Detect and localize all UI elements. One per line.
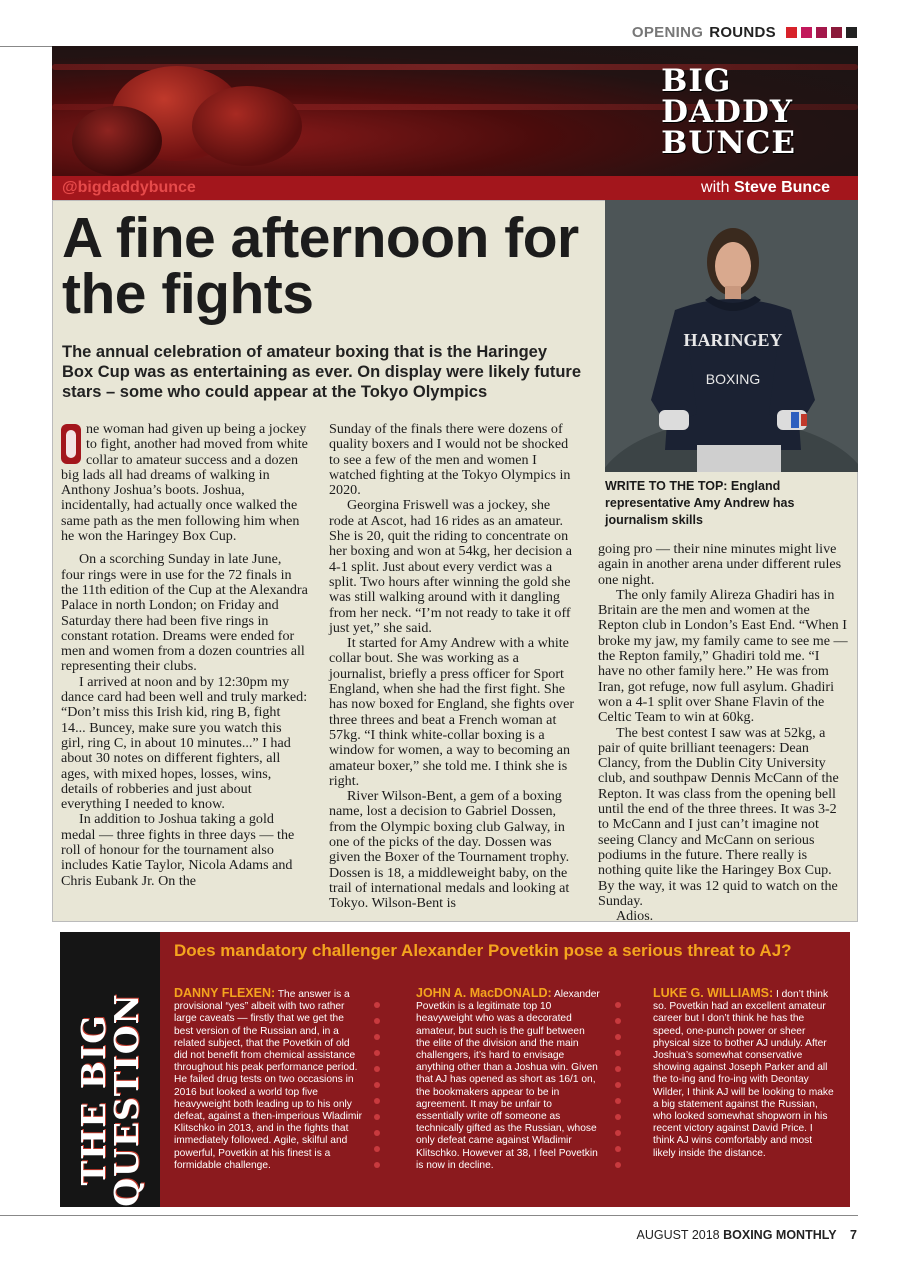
section-color-squares xyxy=(786,27,857,38)
article-column-1 xyxy=(61,422,308,889)
article-paragraph: Sunday of the finals there were dozens of quality boxers and I would not be shocked to see a few of the men and women I watched fighting at the Tokyo Olympics in 2020. xyxy=(329,421,571,499)
big-question-label xyxy=(74,993,146,1207)
twitter-handle: @bigdaddybunce xyxy=(62,179,196,196)
issue-date: AUGUST 2018 xyxy=(636,1228,720,1242)
article-paragraph: On a scorching Sunday in late June, four rings were in use for the 72 finals in the 11th edition of the Cup at the Alexandra Palace in north London; on Friday and Saturday there had been five rings in constant rotation. Dreams were ended for men and women from a dozen countries all representing their clubs. xyxy=(61,551,308,675)
article-paragraph: In addition to Joshua taking a gold medal — three fights in three days — the roll of honour for the tournament also includes Katie Taylor, Nicola Adams and Chris Eubank Jr. On the xyxy=(61,811,295,889)
color-square xyxy=(846,27,857,38)
drop-cap-o xyxy=(61,424,81,464)
big-question-title: Does mandatory challenger Alexander Povetkin pose a serious threat to AJ? xyxy=(174,941,792,960)
article-paragraph: It started for Amy Andrew with a white collar bout. She was working as a journalist, briefly a press officer for Sport England, when she had the first fight. She has now boxed for England, she fights over three threes and beat a French woman at 57kg. “I think white-collar boxing is a window for women, a way to becoming an amateur boxer,” she told me. I think she is right. xyxy=(329,635,575,789)
answer-text: The answer is a provisional “yes” albeit with two rather large caveats — firstly that we get the best version of the Russian and, in a related subject, that the Povetkin of old did not benefit from chemical assistance throughout his peak performance period. He failed drug tests on two occasions in 2016 but looked a world top five heavyweight both leading up to his only defeat, against a then-imperious Wladimir Klitschko in 2013, and in the fights that immediately followed. Agile, skilful and powerful, Povetkin at his finest is a formidable challenge. xyxy=(174,989,362,1171)
boxer-photo xyxy=(605,200,858,472)
answer-column xyxy=(416,987,600,1172)
answer-column xyxy=(174,987,364,1172)
answer-author: DANNY FLEXEN: xyxy=(174,986,276,1000)
hoodie-text-haringey: HARINGEY xyxy=(683,330,783,350)
article-paragraph: Georgina Friswell was a jockey, she rode at Ascot, had 16 rides as an amateur. She is 20, quit the riding to concentrate on her boxing and won at 54kg, her decision a 4-1 split. Just about every verdict was a split. Two hours after winning the gold she was still walking around with it dangling from her neck. “I’m not ready to take it off just yet,” she said. xyxy=(329,497,573,636)
section-header xyxy=(632,24,857,41)
byline xyxy=(701,179,830,197)
color-square xyxy=(786,27,797,38)
answer-column xyxy=(653,987,837,1160)
divider-line xyxy=(0,1215,858,1216)
author-name: Steve Bunce xyxy=(733,179,830,196)
dot-separator xyxy=(615,1002,623,1168)
color-square xyxy=(801,27,812,38)
paragraph-text: ne woman had given up being a jockey to fight, another had moved from white collar to amateur success and a dozen big lads all had dreams of walking in Anthony Joshua’s boots. Joshua, incidentally, had actually once walked the same path as the men following him when he won the Haringey Box Cup. xyxy=(61,421,308,545)
boxing-glove-image xyxy=(72,106,162,176)
article-paragraph xyxy=(61,422,308,544)
author-bar xyxy=(52,176,858,200)
answer-text: I don’t think so. Povetkin had an excellent amateur career but I don’t think he has the speed, one-punch power or sheer physical size to bother AJ unduly. After Joshua’s somewhat conservative showing against Joseph Parker and all the to-ing and fro-ing with Deontay Wilder, I think AJ will be looking to make a big statement against the Russian, who looked somewhat shopworn in his recent victory against David Price. I think AJ wins comfortably and most likely inside the distance. xyxy=(653,989,834,1159)
article-paragraph: Adios. xyxy=(616,908,654,925)
boxer-illustration xyxy=(605,200,858,472)
big-question-label-line: THE BIG xyxy=(74,1014,113,1186)
big-question-label-line: QUESTION xyxy=(107,993,146,1207)
magazine-name: BOXING MONTHLY xyxy=(723,1228,837,1242)
article-column-3 xyxy=(598,542,848,924)
article-paragraph: going pro — their nine minutes might live again in another arena under different rules one night. xyxy=(598,541,842,588)
answer-author: JOHN A. MacDONALD: xyxy=(416,986,552,1000)
column-title-line: BUNCE xyxy=(661,125,796,161)
divider-line xyxy=(0,46,52,47)
answer-text: Alexander Povetkin is a legitimate top 10 heavyweight who was a decorated amateur, but such is the gulf between the elite of the division and the main challengers, it’s hard to envisage anything other than a Joshua win. Given that AJ has opened as short as 16/1 on, the bookmakers appear to be in agreement. It may be unfair to essentially write off someone as technically gifted as the Russian, whose only defeat came against Wladimir Klitschko. However at 38, I feel Povetkin is now in decline. xyxy=(416,989,600,1171)
article-paragraph: The best contest I saw was at 52kg, a pair of quite brilliant teenagers: Dean Clancy, from the Dublin City University club, and southpaw Dennis McCann of the Repton. It was class from the opening bell until the end of the three threes. It was 3-2 to McCann and I just can’t imagine not seeing Clancy and McCann on serious podiums in the future. There really is nothing quite like the Haringey Box Cup. By the way, it was 12 quid to watch on the Sunday. xyxy=(598,724,839,909)
column-title-line: DADDY xyxy=(661,94,793,130)
hoodie-text-boxing: BOXING xyxy=(705,371,761,387)
dot-separator xyxy=(374,1002,382,1168)
page-number: 7 xyxy=(850,1228,857,1242)
article-paragraph: I arrived at noon and by 12:30pm my dance card had been well and truly marked: “Don’t miss this Irish kid, ring B, fight 14... Buncey, make sure you watch this girl, ring C, in about 10 minutes...” I had about 30 notes on different fighters, all ages, with mixed hopes, losses, wins, details of robberies and just about everything I needed to know. xyxy=(61,673,308,813)
standfirst: The annual celebration of amateur boxing that is the Haringey Box Cup was as entertaining as ever. On display were likely future stars – some who could appear at the Tokyo Olympics xyxy=(62,343,582,401)
section-label-rounds: ROUNDS xyxy=(709,24,776,41)
section-label-opening: OPENING xyxy=(631,24,704,41)
article-paragraph: The only family Alireza Ghadiri has in Britain are the men and women at the Repton club in London’s East End. “When I broke my jaw, my family came to see me — the Repton family,” Ghadiri told me. “I have no other family here.” He was from Iran, got refuge, now full asylum. Ghadiri won a 4-1 split over Shane Flavin of the Celtic Team to win at 60kg. xyxy=(598,586,848,726)
byline-prefix: with xyxy=(701,179,730,196)
color-square xyxy=(816,27,827,38)
column-title xyxy=(661,63,796,161)
photo-caption: WRITE TO THE TOP: England representative Amy Andrew has journalism skills xyxy=(605,479,795,527)
answer-author: LUKE G. WILLIAMS: xyxy=(653,986,774,1000)
page-footer xyxy=(636,1228,857,1242)
column-title-line: BIG xyxy=(661,63,732,99)
article-column-2 xyxy=(329,422,576,912)
boxing-glove-image xyxy=(192,86,302,166)
color-square xyxy=(831,27,842,38)
headline: A fine afternoon for the fights xyxy=(62,206,579,326)
article-paragraph: River Wilson-Bent, a gem of a boxing name, lost a decision to Gabriel Dossen, from the Olympic boxing club Galway, in one of the picks of the day. Dossen was given the Boxer of the Tournament trophy. Dossen is 18, a middleweight baby, on the trail of international medals and looking at Tokyo. Wilson-Bent is xyxy=(329,788,570,912)
column-banner xyxy=(52,46,858,176)
